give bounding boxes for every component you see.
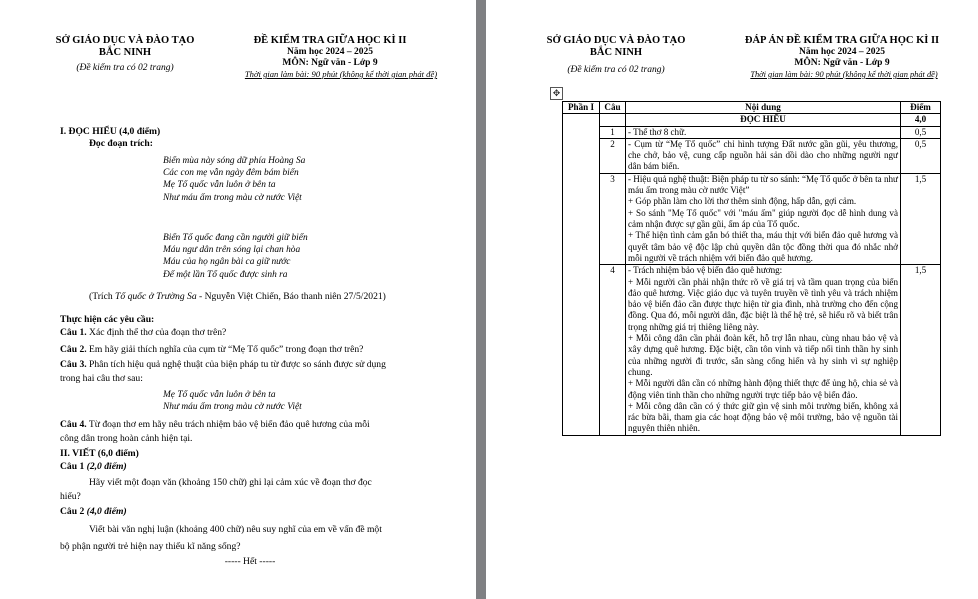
- question-3-poem: [163, 389, 302, 413]
- exam-dept: SỞ GIÁO DỤC VÀ ĐÀO TẠO: [55, 35, 195, 46]
- question-1: Câu 1. Xác định thể thơ của đoạn thơ trên?: [60, 327, 227, 338]
- question-number: 4: [600, 265, 626, 435]
- poem-stanza-1: [163, 155, 305, 204]
- answer-content: - Thể thơ 8 chữ.: [626, 126, 901, 138]
- header-points: Điểm: [901, 102, 941, 114]
- question-number: 2: [600, 138, 626, 173]
- section-points: 4,0: [901, 114, 941, 126]
- answer-dept: SỞ GIÁO DỤC VÀ ĐÀO TẠO: [546, 35, 686, 46]
- section-label: ĐỌC HIỂU: [626, 114, 901, 126]
- table-row: [563, 138, 941, 173]
- exam-pages-note: (Đề kiểm tra có 02 trang): [76, 63, 174, 73]
- answer-points: 1,5: [901, 173, 941, 264]
- poem-line: Để một lần Tổ quốc được sinh ra: [163, 269, 288, 280]
- answer-pages-note: (Đề kiểm tra có 02 trang): [567, 65, 665, 75]
- move-handle-icon[interactable]: ✥: [550, 87, 563, 100]
- answer-year: Năm học 2024 – 2025: [798, 47, 886, 57]
- answer-table: [562, 101, 941, 436]
- poem-source: (Trích Tổ quốc ở Trường Sa - Nguyễn Việt Chiến, Báo thanh niên 27/5/2021): [89, 291, 386, 302]
- read-label: Đọc đoạn trích:: [89, 138, 153, 149]
- exam-time: Thời gian làm bài: 90 phút (không kể thời gian phát đề): [244, 69, 438, 79]
- table-row: [563, 126, 941, 138]
- answer-content: - Trách nhiệm bảo vệ biển đảo quê hương: + Mỗi người cần phải nhận thức rõ về giá trị và tầm quan trọng của biển đảo quê hương. Việc giáo dục và tuyên truyền về tình yêu và trách nhiệm bảo vệ biển đảo cần được thực hiện từ gia đình, nhà trường cho đến cộng đồng. Qua đó, mỗi người dân, đặc biệt là thế hệ trẻ, sẽ hiểu rõ và biết trân trọng những giá trị thiêng liêng này. + Mỗi công dân cần phải đoàn kết, hỗ trợ lẫn nhau, cùng nhau bảo vệ và xây dựng quê hương. Đặc biệt, cần tôn vinh và tiếp nối tinh thần hy sinh của những người đi trước, sẵn sàng cống hiến và hy sinh vì sự nghiệp chung. + Mỗi người dân cần có những hành động thiết thực để ủng hộ, chia sẻ và động viên tinh thần cho những người trực tiếp bảo vệ biển đảo. + Mỗi công dân cần có ý thức giữ gìn vệ sinh môi trường biển, không xả rác bừa bãi, tham gia các hoạt động bảo vệ môi trường, bảo vệ nguồn tài nguyên thiên nhiên.: [626, 265, 901, 435]
- poem-line: Máu ngư dân trên sóng lại chan hòa: [163, 245, 301, 256]
- answer-province: BẮC NINH: [589, 47, 643, 58]
- end-marker: ----- Hết -----: [224, 556, 276, 567]
- exam-province: BẮC NINH: [98, 47, 152, 58]
- exam-subject: MÔN: Ngữ văn - Lớp 9: [282, 58, 378, 68]
- answer-content: - Cụm từ “Mẹ Tổ quốc” chỉ hình tượng Đất nước gần gũi, yêu thương, che chở, bảo vệ, cung cấp nguồn hải sản dồi dào cho những người ngư dân bám biển.: [626, 138, 901, 173]
- question-number: 1: [600, 126, 626, 138]
- question-3: Câu 3. Phân tích hiệu quả nghệ thuật của biện pháp tu từ được so sánh được sử dụng: [60, 359, 386, 370]
- answer-title: ĐÁP ÁN ĐỀ KIỂM TRA GIỮA HỌC KÌ II: [744, 35, 940, 46]
- exam-year: Năm học 2024 – 2025: [286, 47, 374, 57]
- exam-title: ĐỀ KIỂM TRA GIỮA HỌC KÌ II: [253, 35, 407, 46]
- question-3-cont: trong hai câu thơ sau:: [60, 373, 143, 384]
- poem-line: Các con mẹ vẫn ngày đêm bám biển: [163, 168, 299, 179]
- answer-points: 1,5: [901, 265, 941, 435]
- answer-content: - Hiệu quả nghệ thuật: Biện pháp tu từ so sánh: “Mẹ Tổ quốc ở bên ta như máu ấm trong màu cờ nước Việt” + Góp phần làm cho lời thơ thêm sinh động, hấp dẫn, gợi cảm. + So sánh "Mẹ Tổ quốc" với "máu ấm" giúp người đọc dễ hình dung và cảm nhận được sự gần gũi, ấm áp của Tổ quốc. + Thể hiện tình cảm gắn bó thiết tha, máu thịt với biển đảo quê hương và quyết tâm bảo vệ độc lập chủ quyền dân tộc đồng thời qua đó nhắc nhở mỗi người về trách nhiệm với biển đảo quê hương.: [626, 173, 901, 264]
- answer-points: 0,5: [901, 126, 941, 138]
- poem-line: Mẹ Tổ quốc vẫn luôn ở bên ta: [163, 180, 276, 191]
- writing-1-label: Câu 1 (2,0 điểm): [60, 461, 127, 472]
- poem-line: Máu của họ ngân bài ca giữ nước: [163, 257, 291, 268]
- header-question: Câu: [600, 102, 626, 114]
- writing-1-text: Hãy viết một đoạn văn (khoảng 150 chữ) ghi lại cảm xúc về đoạn thơ đọc: [89, 477, 372, 488]
- answer-points: 0,5: [901, 138, 941, 173]
- answer-subject: MÔN: Ngữ văn - Lớp 9: [794, 58, 890, 68]
- table-row: [563, 265, 941, 435]
- part-cell: [563, 114, 600, 435]
- requirements-label: Thực hiện các yêu cầu:: [60, 314, 155, 325]
- blank-cell: [600, 114, 626, 126]
- poem-stanza-2: [163, 232, 308, 281]
- question-4-cont: công dân trong hoàn cảnh hiện tại.: [60, 433, 193, 444]
- table-row: [563, 173, 941, 264]
- poem-line: Như máu ấm trong màu cờ nước Việt: [163, 402, 302, 413]
- question-number: 3: [600, 173, 626, 264]
- exam-page: [0, 0, 476, 599]
- header-content: Nội dung: [626, 102, 901, 114]
- poem-line: Như máu ấm trong màu cờ nước Việt: [163, 192, 302, 203]
- poem-line: Mẹ Tổ quốc vẫn luôn ở bên ta: [163, 390, 276, 400]
- section-reading-heading: I. ĐỌC HIỂU (4,0 điểm): [60, 126, 161, 137]
- poem-line: Biển mùa này sóng dữ phía Hoàng Sa: [163, 156, 306, 166]
- poem-line: Biển Tổ quốc đang cần người giữ biển: [163, 233, 308, 243]
- writing-2-text: Viết bài văn nghị luận (khoảng 400 chữ) nêu suy nghĩ của em về vấn đề một: [89, 524, 382, 535]
- writing-2-cont: bộ phận người trẻ hiện nay thiếu kĩ năng sống?: [60, 541, 241, 552]
- table-header-row: [563, 102, 941, 114]
- question-4: Câu 4. Từ đoạn thơ em hãy nêu trách nhiệm bảo vệ biển đảo quê hương của mỗi: [60, 419, 370, 430]
- writing-1-cont: hiểu?: [60, 491, 81, 502]
- header-part: Phần I: [563, 102, 600, 114]
- writing-2-label: Câu 2 (4,0 điểm): [60, 506, 127, 517]
- question-2: Câu 2. Em hãy giải thích nghĩa của cụm từ “Mẹ Tổ quốc” trong đoạn thơ trên?: [60, 344, 364, 355]
- table-section-row: [563, 114, 941, 126]
- section-writing-heading: II. VIẾT (6,0 điểm): [60, 448, 139, 459]
- answer-time: Thời gian làm bài: 90 phút (không kể thời gian phát đề): [750, 70, 938, 79]
- answer-page: [486, 0, 978, 599]
